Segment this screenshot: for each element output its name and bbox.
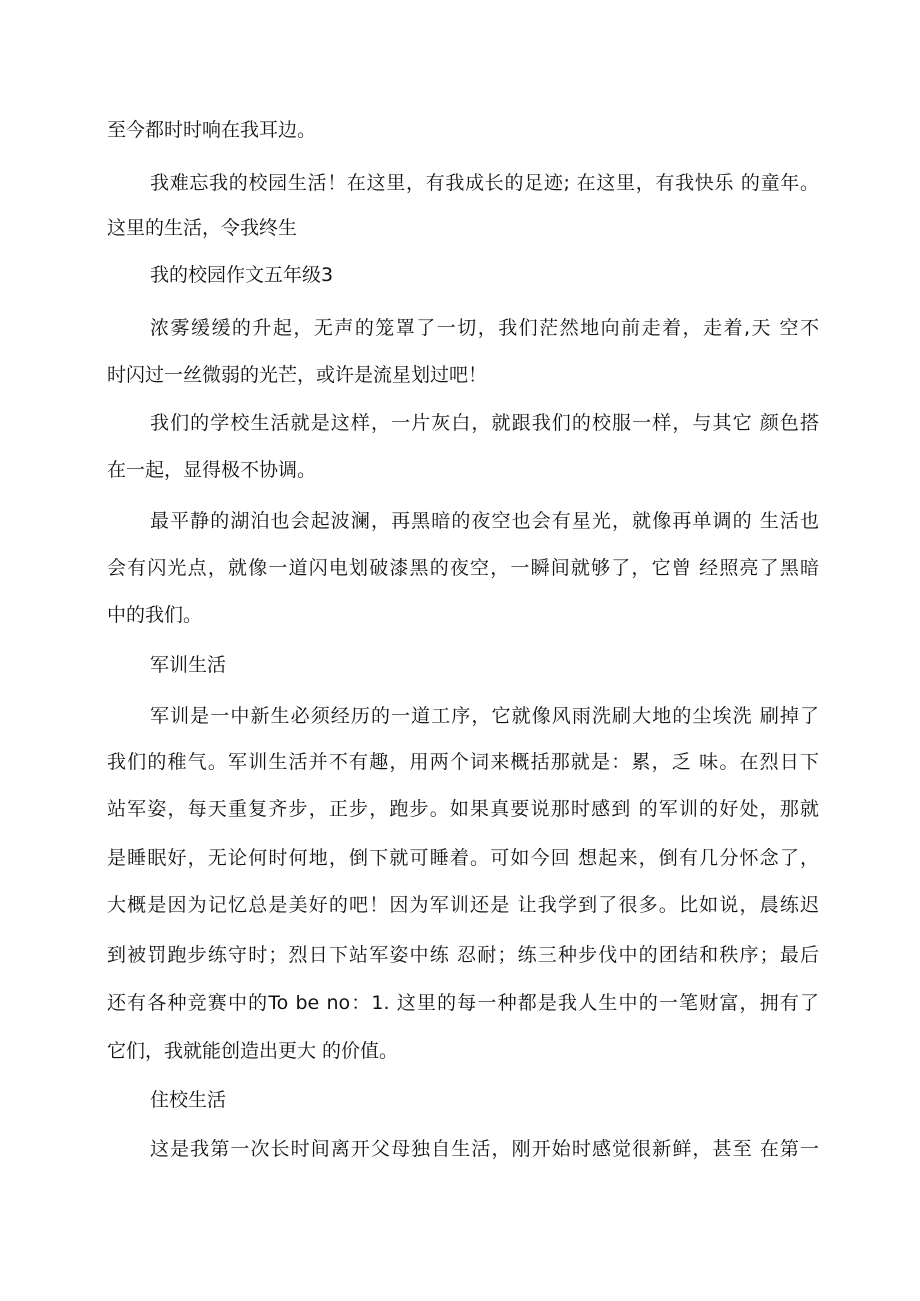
text-line-13: 军训是一中新生必须经历的一道工序，它就像风雨洗刷大地的尘埃洗 刷掉了 [150, 705, 819, 727]
text-line-4: 我的校园作文五年级3 [150, 264, 334, 286]
text-line-9: 最平静的湖泊也会起波澜，再黑暗的夜空也会有星光，就像再单调的 生活也 [150, 510, 819, 532]
text-line-10: 会有闪光点，就像一道闪电划破漆黑的夜空，一瞬间就够了，它曾 经照亮了黑暗 [107, 557, 819, 579]
text-line-14: 我们的稚气。军训生活并不有趣，用两个词来概括那就是：累，乏 味。在烈日下 [107, 751, 819, 773]
text-line-1: 至今都时时响在我耳边。 [107, 119, 317, 141]
text-line-18: 到被罚跑步练守时；烈日下站军姿中练 忍耐；练三种步伐中的团结和秩序；最后 [107, 944, 819, 966]
text-line-20: 它们，我就能创造出更大 的价值。 [107, 1040, 399, 1062]
text-line-3: 这里的生活，令我终生 [107, 217, 298, 239]
text-line-5: 浓雾缓缓的升起，无声的笼罩了一切，我们茫然地向前走着，走着,天 空不 [150, 317, 819, 339]
text-line-19: 还有各种竞赛中的To be no：1. 这里的每一种都是我人生中的一笔财富，拥有了 [107, 992, 819, 1014]
text-line-22: 这是我第一次长时间离开父母独自生活，刚开始时感觉很新鲜，甚至 在第一 [150, 1138, 819, 1160]
text-line-8: 在一起，显得极不协调。 [107, 459, 317, 481]
text-line-2: 我难忘我的校园生活！在这里，有我成长的足迹; 在这里，有我快乐 的童年。 [150, 172, 819, 194]
text-line-16: 是睡眠好，无论何时何地，倒下就可睡着。可如今回 想起来，倒有几分怀念了， [107, 847, 819, 869]
section-heading-military-training: 军训生活 [150, 654, 227, 676]
text-line-17: 大概是因为记忆总是美好的吧！因为军训还是 让我学到了很多。比如说，晨练迟 [107, 894, 819, 916]
text-line-11: 中的我们。 [107, 604, 203, 626]
text-line-7: 我们的学校生活就是这样，一片灰白，就跟我们的校服一样，与其它 颜色搭 [150, 412, 819, 434]
text-line-15: 站军姿，每天重复齐步，正步，跑步。如果真要说那时感到 的军训的好处，那就 [107, 798, 819, 820]
text-line-6: 时闪过一丝微弱的光芒，或许是流星划过吧！ [107, 364, 488, 386]
section-heading-boarding-life: 住校生活 [150, 1089, 227, 1111]
